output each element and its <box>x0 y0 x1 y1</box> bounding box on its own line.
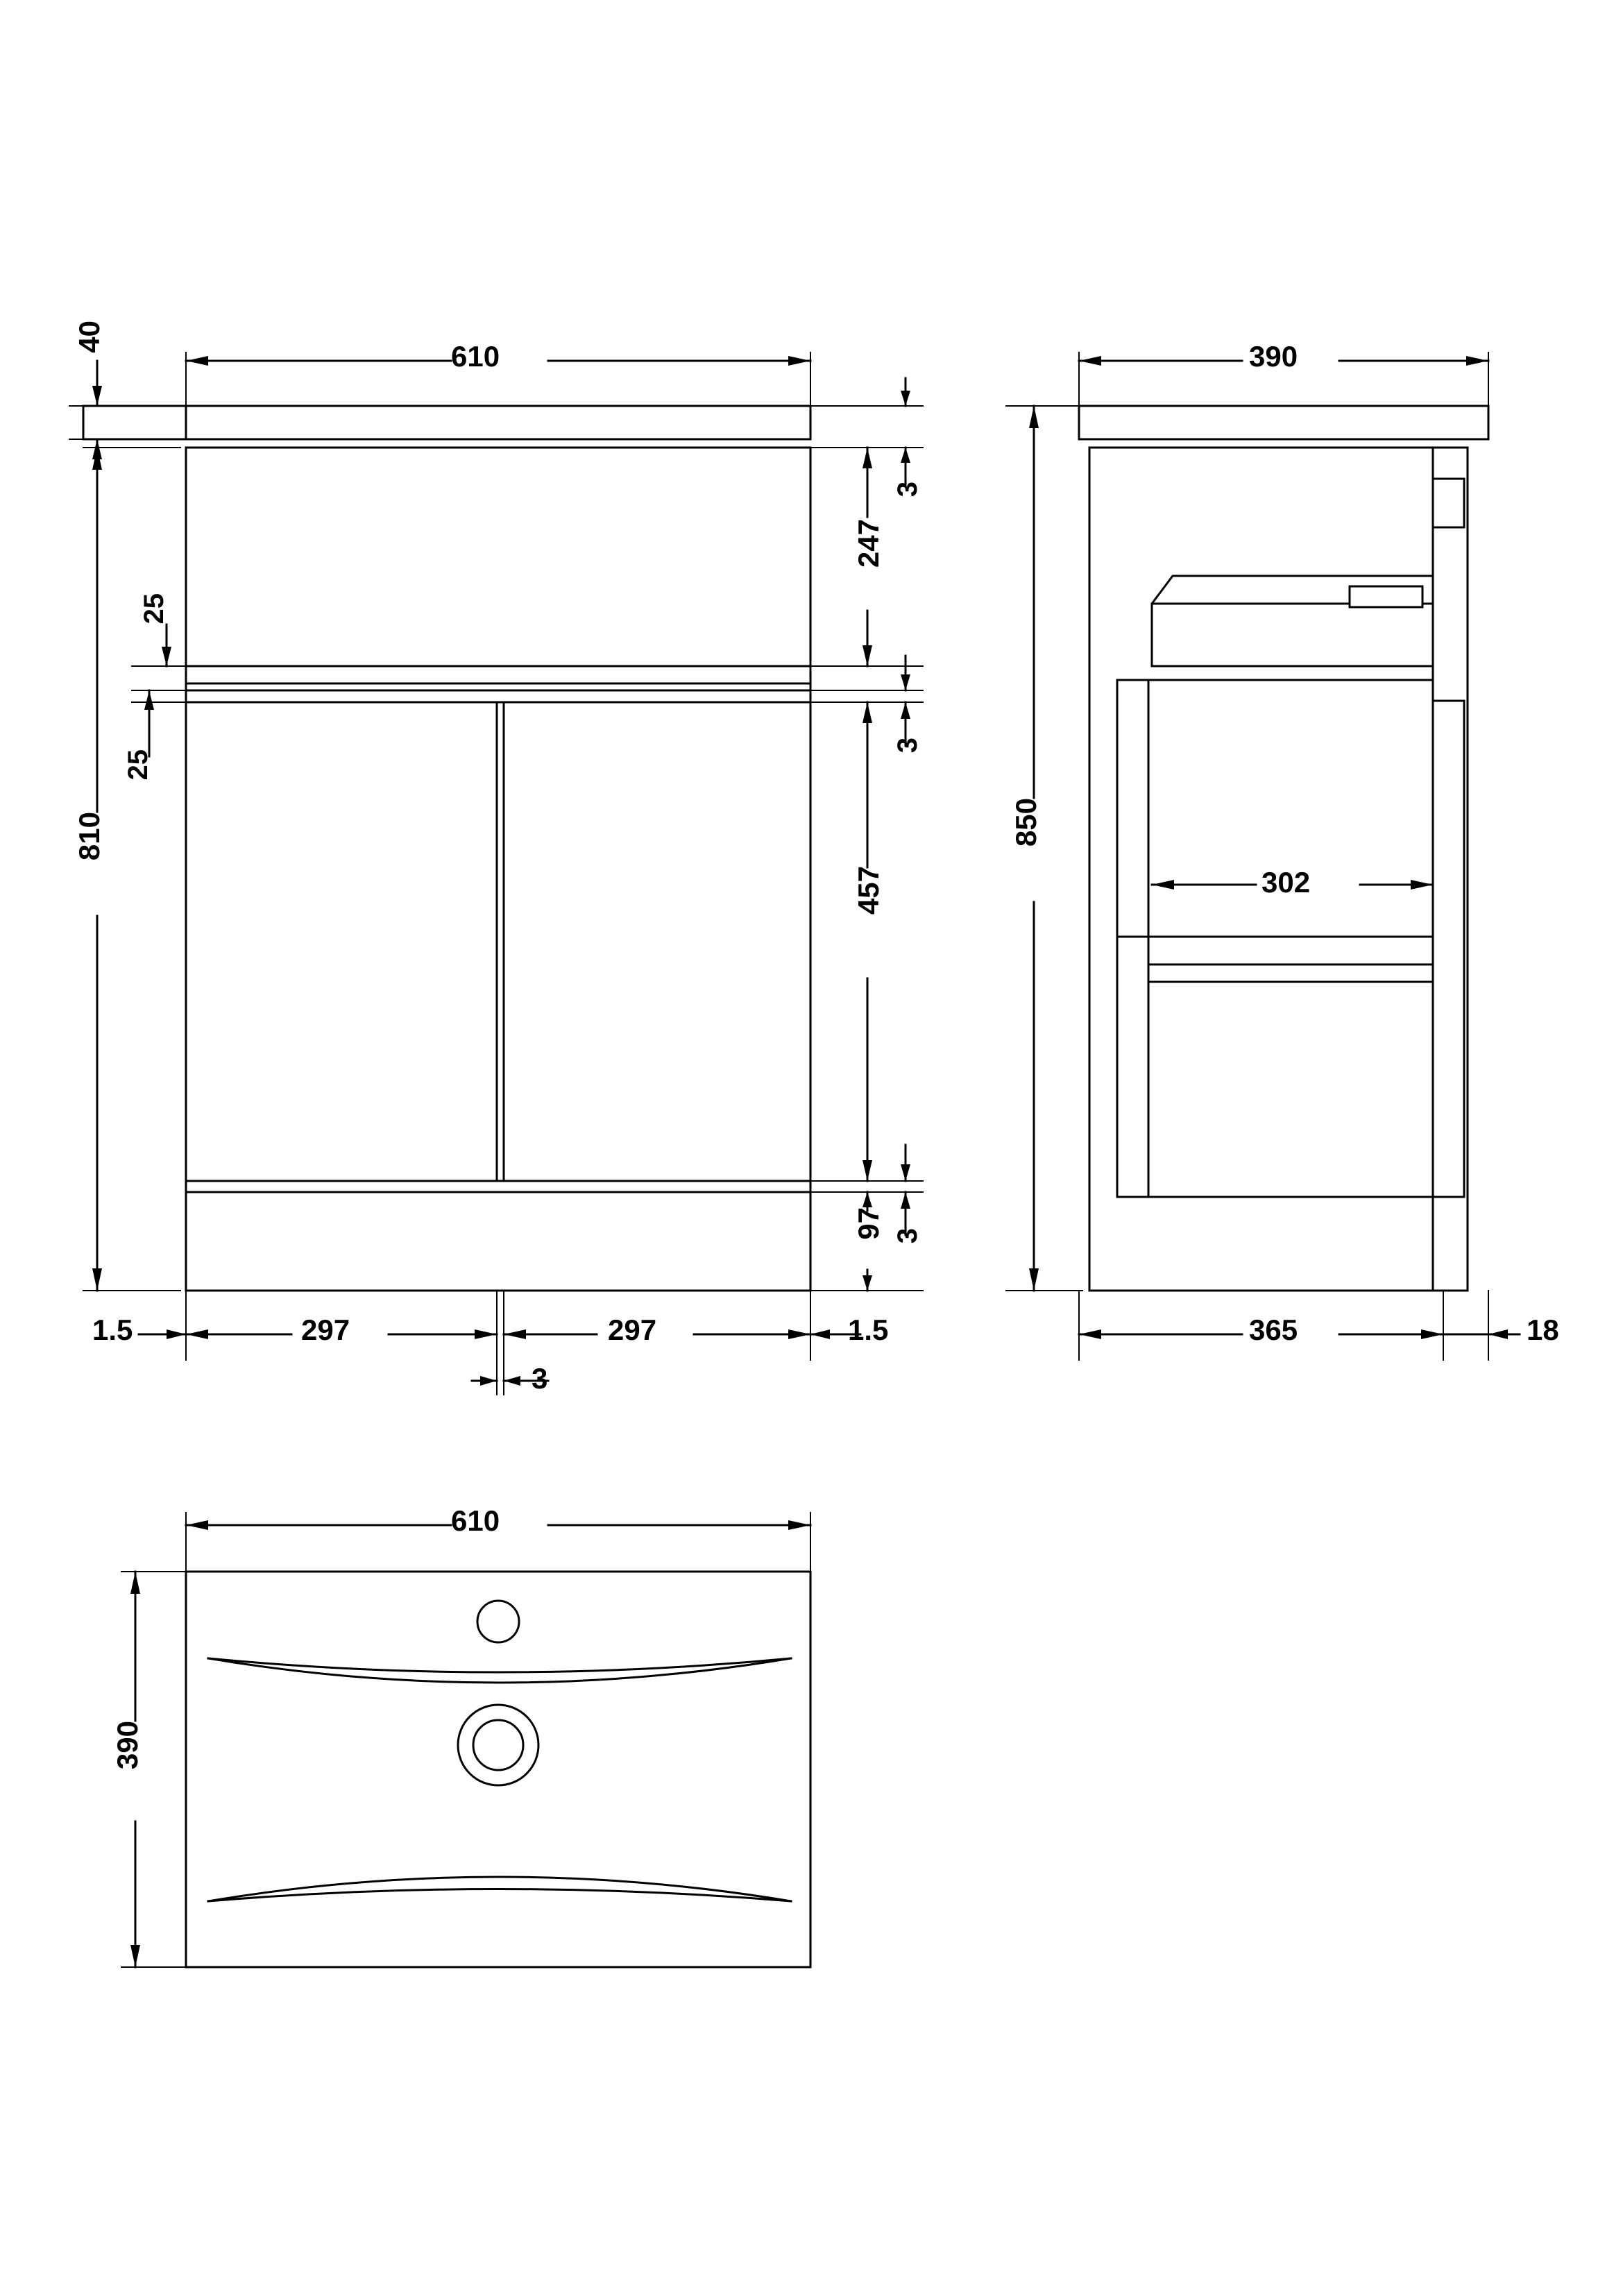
dim-basin-width: 610 <box>451 1504 500 1537</box>
dim-side-depth: 390 <box>1249 340 1298 373</box>
dim-side-height: 850 <box>1010 798 1042 847</box>
dim-front-width: 610 <box>451 340 500 373</box>
dim-door-gap: 3 <box>532 1362 548 1395</box>
dim-gap-top: 3 <box>892 482 923 498</box>
dim-overhang: 18 <box>1527 1313 1559 1346</box>
dim-carcase-depth: 365 <box>1249 1313 1298 1346</box>
dim-side-panel-left: 1.5 <box>92 1313 133 1346</box>
dim-front-height: 810 <box>73 812 105 861</box>
dim-door-width-right: 297 <box>608 1313 657 1346</box>
dim-gap-lower: 3 <box>892 1228 923 1244</box>
dim-drawer-height: 247 <box>852 519 885 568</box>
dim-countertop-thickness: 40 <box>73 321 105 353</box>
dim-reveal-lower: 25 <box>123 749 153 781</box>
dim-plinth-height: 97 <box>852 1207 885 1240</box>
dim-door-width-left: 297 <box>301 1313 350 1346</box>
dim-door-height: 457 <box>852 866 885 915</box>
dim-basin-depth: 390 <box>111 1721 144 1770</box>
dim-internal-depth: 302 <box>1261 866 1311 899</box>
dim-gap-mid: 3 <box>892 738 923 754</box>
dim-reveal-upper: 25 <box>139 593 169 624</box>
dim-side-panel-right: 1.5 <box>848 1313 889 1346</box>
